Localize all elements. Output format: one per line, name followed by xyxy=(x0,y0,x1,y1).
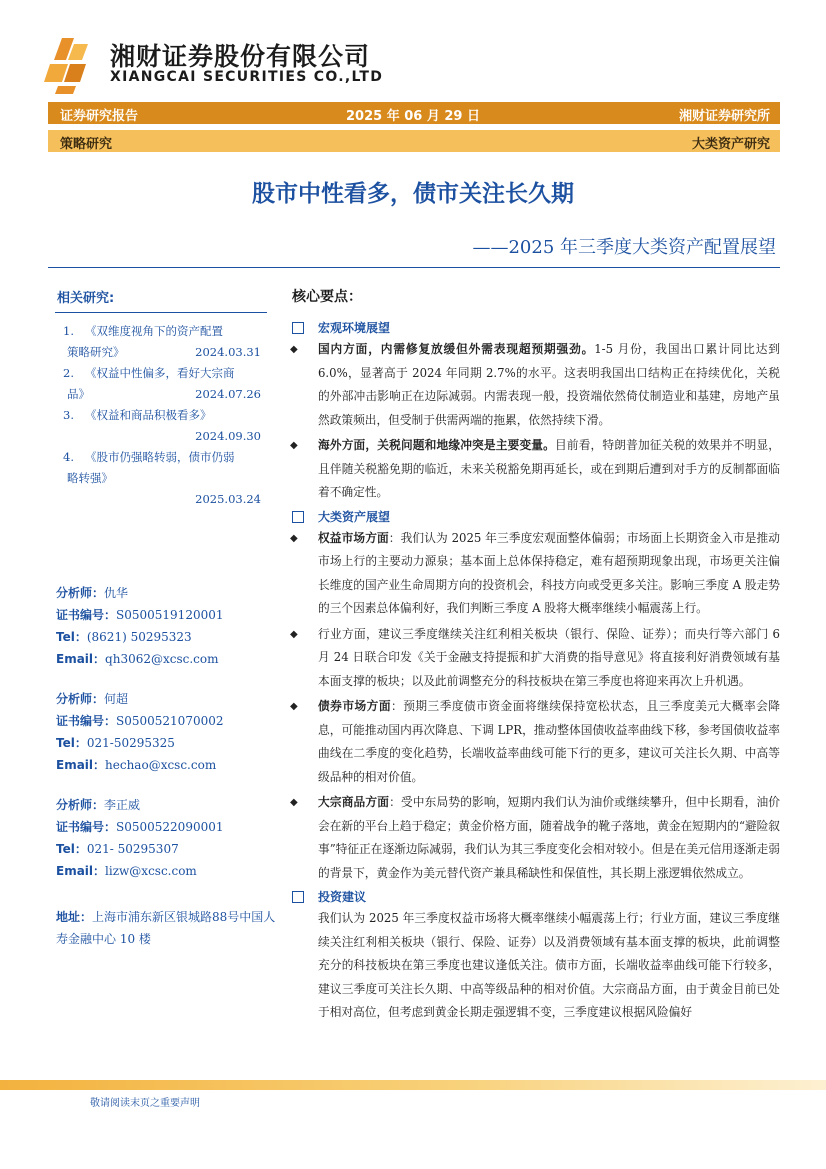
related-research-panel xyxy=(55,283,267,510)
bullet-item xyxy=(290,791,780,885)
report-type: 证券研究报告 xyxy=(60,109,139,124)
analyst-label: 分析师： xyxy=(56,798,105,812)
related-item[interactable] xyxy=(55,363,267,405)
title-divider xyxy=(48,267,780,268)
related-date: 2024.03.31 xyxy=(195,345,261,359)
email-link[interactable]: qh3062@xcsc.com xyxy=(105,652,219,666)
email-label: Email： xyxy=(56,652,106,666)
address-value: 上海市浦东新区银城路88号中国人寿金融中心 10 楼 xyxy=(56,910,276,946)
bullet-text: ：预期三季度债市资金面将继续保持宽松状态，且三季度美元大概率会降息，可能推动国内再次降息、下调 LPR，推动整体国债收益率曲线下移，参考国债收益率曲线在二季度的变化趋势，长端收益率曲线可能下行的更多，建议可关注长久期、中高等级品种的相对价值。 xyxy=(318,699,780,784)
analyst-name: 何超 xyxy=(104,692,129,706)
bullet-lead: 大宗商品方面 xyxy=(318,795,390,809)
section-title: 投资建议 xyxy=(318,890,367,904)
section-title: 大类资产展望 xyxy=(318,509,391,524)
analyst-label: 分析师： xyxy=(56,692,105,706)
diamond-bullet-icon: ◆ xyxy=(290,344,298,355)
core-heading: 核心要点： xyxy=(292,289,362,305)
analyst-card xyxy=(56,688,276,776)
related-line: 《权益中性偏多，看好大宗商 xyxy=(85,366,235,380)
bullet-item xyxy=(290,623,780,694)
header-bar-primary xyxy=(48,102,780,124)
related-date: 2024.09.30 xyxy=(195,429,261,443)
header-bar-secondary xyxy=(48,130,780,152)
related-date: 2024.07.26 xyxy=(195,387,261,401)
section-heading xyxy=(290,318,780,338)
related-date: 2025.03.24 xyxy=(195,492,261,506)
analyst-name: 仇华 xyxy=(104,586,129,600)
related-line: 策略研究》 xyxy=(67,345,125,359)
bullet-item xyxy=(290,695,780,789)
report-category: 策略研究 xyxy=(60,137,113,152)
company-name-cn: 湘财证券股份有限公司 xyxy=(110,42,371,71)
checkbox-icon xyxy=(292,511,304,523)
analyst-label: 分析师： xyxy=(56,586,105,600)
bullet-item xyxy=(290,338,780,432)
diamond-bullet-icon: ◆ xyxy=(290,797,298,808)
bullet-lead: 权益市场方面 xyxy=(318,530,389,545)
checkbox-icon xyxy=(292,322,304,334)
related-divider xyxy=(55,312,267,313)
bullet-text: 行业方面，建议三季度继续关注红利相关板块（银行、保险、证券）；而央行等六部门 6 月 24 日联合印发《关于金融支持提振和扩大消费的指导意见》将直接利好消费领域有基本面支撑的板块；以及此前调整充分的科技板块在第三季度也将迎来再次上升机遇。 xyxy=(318,626,780,688)
related-num: 1. xyxy=(63,324,74,338)
address-label: 地址： xyxy=(56,910,93,924)
analyst-panel xyxy=(56,582,276,900)
tel-number: 021- 50295307 xyxy=(86,842,179,856)
bullet-lead: 国内方面，内需修复放缓但外需表现超预期强劲。 xyxy=(318,342,595,356)
related-line: 《股市仍强略转弱，债市仍弱 xyxy=(85,450,235,464)
company-logo-icon xyxy=(40,30,110,100)
company-name-en: XIANGCAI SECURITIES CO.,LTD xyxy=(110,69,384,85)
bullet-text: ：我们认为 2025 年三季度宏观面整体偏弱；市场面上长期资金入市是推动市场上行的主要动力源泉；基本面上总体保持稳定，难有超预期现象出现，市场更关注偏长维度的国产业生命周期方向的投资机会，科技方向或受更多关注。影响三季度 A 股走势的三个因素总体偏利好，我们判断三季度 A 股将大概率继续小幅震荡上行。 xyxy=(318,530,780,615)
tel-number: (8621) 50295323 xyxy=(86,630,192,644)
cert-label: 证书编号： xyxy=(56,714,117,728)
diamond-bullet-icon: ◆ xyxy=(290,440,298,451)
tel-label: Tel： xyxy=(56,736,87,750)
analyst-name: 李正威 xyxy=(104,798,141,812)
section-heading xyxy=(290,507,780,527)
checkbox-icon xyxy=(292,891,304,903)
diamond-bullet-icon: ◆ xyxy=(290,532,298,544)
footer-disclaimer: 敬请阅读末页之重要声明 xyxy=(90,1098,200,1109)
related-research-heading: 相关研究: xyxy=(57,291,115,306)
email-label: Email： xyxy=(56,758,106,772)
cert-label: 证书编号： xyxy=(56,608,117,622)
footer-band xyxy=(0,1080,826,1090)
section-heading xyxy=(290,887,780,907)
tel-label: Tel： xyxy=(56,630,87,644)
report-date: 2025 年 06 月 29 日 xyxy=(346,109,480,124)
report-subcategory: 大类资产研究 xyxy=(691,137,770,152)
report-subtitle: ——2025 年三季度大类资产配置展望 xyxy=(472,237,776,258)
cert-label: 证书编号： xyxy=(56,820,117,834)
section-title: 宏观环境展望 xyxy=(318,321,391,335)
cert-number: S0500521070002 xyxy=(116,714,224,728)
tel-number: 021-50295325 xyxy=(86,736,175,750)
diamond-bullet-icon: ◆ xyxy=(290,701,298,712)
analyst-card xyxy=(56,794,276,882)
related-item[interactable] xyxy=(55,447,267,510)
report-title: 股市中性看多，债市关注长久期 xyxy=(252,181,574,207)
analyst-card xyxy=(56,582,276,670)
email-label: Email： xyxy=(56,864,106,878)
related-line: 《双维度视角下的资产配置 xyxy=(85,324,223,338)
related-line: 《权益和商品积极看多》 xyxy=(85,408,212,422)
bullet-lead: 债券市场方面 xyxy=(318,699,392,713)
bullet-item xyxy=(290,527,780,621)
cert-number: S0500522090001 xyxy=(116,820,224,834)
diamond-bullet-icon: ◆ xyxy=(290,628,298,640)
related-num: 4. xyxy=(63,450,74,464)
email-link[interactable]: hechao@xcsc.com xyxy=(105,758,217,772)
cert-number: S0500519120001 xyxy=(116,608,224,622)
related-num: 3. xyxy=(63,408,74,422)
bullet-text: ：受中东局势的影响，短期内我们认为油价或继续攀升，但中长期看，油价会在新的平台上趋于稳定；黄金价格方面，随着战争的靴子落地，黄金在短期内的“避险叙事”特征正在逐渐边际减弱，我们认为其三季度变化会相对较小。但是在美元信用逐渐走弱的背景下，黄金作为美元替代资产兼具稀缺性和保值性，其长期上涨逻辑依然成立。 xyxy=(318,795,780,880)
related-item[interactable] xyxy=(55,405,267,447)
bullet-text: 1-5 月份，我国出口累计同比达到 6.0%，显著高于 2024 年同期 2.7%的水平。这表明我国出口结构正在持续优化，关税的外部冲击影响正在边际减弱。内需表现一般，投资端依然倚仗制造业和基建，房地产虽然政策频出，但受制于供需两端的拖累，依然持续下滑。 xyxy=(318,342,780,427)
core-points-panel xyxy=(290,286,780,1025)
bullet-lead: 海外方面，关税问题和地缘冲突是主要变量。 xyxy=(318,438,555,452)
related-num: 2. xyxy=(63,366,74,380)
bullet-text: 目前看，特朗普加征关税的效果并不明显，且伴随关税豁免期的临近，未来关税豁免期再延长，或在到期后遭到对手方的反制都面临着不确定性。 xyxy=(318,438,780,499)
investment-advice-paragraph: 我们认为 2025 年三季度权益市场将大概率继续小幅震荡上行；行业方面，建议三季度继续关注红利相关板块（银行、保险、证券）以及消费领域有基本面支撑的板块，此前调整充分的科技板块在第三季度也建议逢低关注。债市方面，长端收益率曲线可能下行较多，建议三季度可关注长久期、中高等级品种的相对价值。大宗商品方面，由于黄金目前已处于相对高位，但考虑到黄金长期走强逻辑不变，三季度建议根据风险偏好 xyxy=(318,911,780,1019)
address-block xyxy=(56,906,276,950)
related-line: 略转强》 xyxy=(67,471,113,485)
email-link[interactable]: lizw@xcsc.com xyxy=(105,864,197,878)
related-item[interactable] xyxy=(55,321,267,363)
institute-name: 湘财证券研究所 xyxy=(678,109,770,124)
related-line: 品》 xyxy=(67,387,90,401)
bullet-item xyxy=(290,434,780,505)
tel-label: Tel： xyxy=(56,842,87,856)
